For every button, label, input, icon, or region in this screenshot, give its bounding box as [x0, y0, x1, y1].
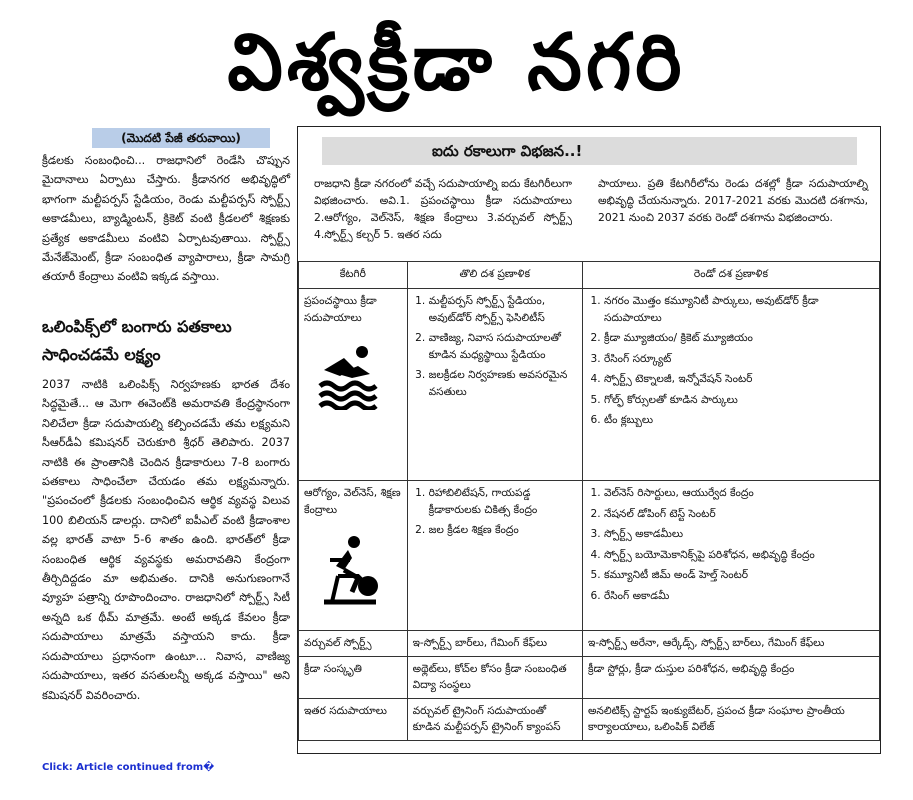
- continued-link[interactable]: Click: Article continued from�: [42, 762, 215, 773]
- phase1-cell: వర్చువల్ ట్రైనింగ్ సదుపాయంతో కూడిన మల్టీపర్పస్ ట్రైనింగ్ క్యాంపస్: [407, 698, 582, 740]
- list-item: 5. కమ్యూనిటీ జిమ్ అండ్ హెల్త్ సెంటర్: [604, 567, 874, 584]
- list-item: 1. మల్టీపర్పస్ స్పోర్ట్స్ స్టేడియం, అవుట్‌డోర్ స్పోర్ట్స్ ఫెసిలిటీస్: [429, 293, 577, 326]
- category-cell: క్రీడా సంస్కృతి: [299, 656, 408, 698]
- phase1-cell: [407, 289, 582, 481]
- list-item: 1. నగరం మొత్తం కమ్యూనిటీ పార్కులు, అవుట్‌డోర్ క్రీడా సదుపాయాలు: [604, 293, 874, 326]
- table-row: [299, 289, 880, 481]
- category-label: ప్రపంచస్థాయి క్రీడా సదుపాయాలు: [304, 295, 377, 324]
- box-heading: ఐదు రకాలుగా విభజన..!: [322, 137, 857, 165]
- subheading-line-1: ఒలింపిక్స్‌లో బంగారు పతకాలు: [42, 317, 232, 336]
- list-item: 1. రిహాబిలిటేషన్, గాయపడ్డ క్రీడాకారులకు చికిత్స కేంద్రం: [429, 485, 577, 518]
- list-item: 3. రేసింగ్ సర్క్యూట్: [604, 351, 874, 368]
- table-row: [299, 656, 880, 698]
- subheading-line-2: సాధించడమే లక్ష్యం: [42, 345, 161, 364]
- list-item: 2. జల క్రీడల శిక్షణ కేంద్రం: [429, 522, 577, 539]
- column-header-phase1: తొలి దశ ప్రణాళిక: [407, 262, 582, 289]
- category-cell: వర్చువల్ స్పోర్ట్స్: [299, 631, 408, 657]
- phase1-cell: ఇ-స్పోర్ట్స్ బార్‌లు, గేమింగ్ కేఫ్‌లు: [407, 631, 582, 657]
- list-item: 2. వాణిజ్య, నివాస సదుపాయాలతో కూడిన మధ్యస్థాయి స్టేడియం: [429, 330, 577, 363]
- article-paragraph-1: క్రీడలకు సంబంధించి... రాజధానిలో రెండేసి చొప్పున మైదానాలు ఏర్పాటు చేస్తారు. క్రీడానగర అభివృద్ధిలో భాగంగా మల్టీపర్పస్ స్టేడియం, రెండు మల్టీపర్పస్ స్పోర్ట్స్ అకాడమీలు, బ్యాడ్మింటన్, క్రికెట్ వంటి క్రీడలలో శిక్షణకు ప్రత్యేక అకాడమీలు వంటివి ఏర్పాటవుతాయి. స్పోర్ట్స్ మేనేజ్‌మెంట్, క్రీడా సంబంధిత వ్యాపారాలు, క్రీడా సామగ్రి తయారీ కేంద్రాలు వంటివి ఇక్కడ వస్తాయి.: [42, 154, 290, 284]
- column-header-category: కేటగిరీ: [299, 262, 408, 289]
- category-cell: [299, 289, 408, 481]
- column-header-phase2: రెండో దశ ప్రణాళిక: [582, 262, 879, 289]
- phase2-cell: క్రీడా స్టోర్లు, క్రీడా దుస్తుల పరిశోధన, అభివృద్ధి కేంద్రం: [582, 656, 879, 698]
- list-item: 6. టీం క్లబ్బులు: [604, 412, 874, 429]
- list-item: 4. స్పోర్ట్స్ బయోమెకానిక్స్‌పై పరిశోధన, అభివృద్ధి కేంద్రం: [604, 547, 874, 564]
- list-item: 4. స్పోర్ట్స్ టెక్నాలజీ, ఇన్నోవేషన్ సెంటర్: [604, 371, 874, 388]
- page-headline: విశ్వక్రీడా నగరి: [227, 18, 686, 108]
- phase2-cell: ఇ-స్పోర్ట్స్ అరేనా, ఆర్కేడ్స్, స్పోర్ట్స్ బార్‌లు, గేమింగ్ కేఫ్‌లు: [582, 631, 879, 657]
- plan-table: [298, 261, 880, 741]
- list-item: 5. గోల్ఫ్ కోర్సులతో కూడిన పార్కులు: [604, 392, 874, 409]
- list-item: 3. జలక్రీడల నిర్వహణకు అవసరమైన వసతులు: [429, 367, 577, 400]
- cyclist-icon: [318, 536, 402, 614]
- phase1-cell: అథ్లెట్‌లు, కోచ్‌ల కోసం క్రీడా సంబంధిత విద్యా సంస్థలు: [407, 656, 582, 698]
- list-item: 3. స్పోర్ట్స్ అకాడమీలు: [604, 526, 874, 543]
- list-item: 1. వెల్‌నెస్ రిసార్టులు, ఆయుర్వేద కేంద్రం: [604, 485, 874, 502]
- list-item: 2. క్రీడా మ్యూజియం/ క్రికెట్ మ్యూజియం: [604, 330, 874, 347]
- swimmer-icon: [318, 344, 402, 416]
- phase2-cell: [582, 481, 879, 631]
- table-row: [299, 481, 880, 631]
- phase2-cell: అనలిటిక్స్ స్టార్టప్ ఇంక్యుబేటర్, ప్రపంచ క్రీడా సంఘాల ప్రాంతీయ కార్యాలయాలు, ఒలింపిక్ విలేజ్: [582, 698, 879, 740]
- article-column-bottom: [42, 375, 290, 705]
- box-intro-right: పాయాలు. ప్రతి కేటగిరీలోను రెండు దశల్లో క్రీడా సదుపాయాల్ని అభివృద్ధి చేయనున్నారు. 2017-2021 వరకు మొదటి దశగాను, 2021 నుంచి 2037 వరకు రెండో దశగాను విభజించారు.: [598, 177, 868, 224]
- list-item: 6. రేసింగ్ అకాడమీ: [604, 588, 874, 605]
- table-row: [299, 698, 880, 740]
- table-header-row: [299, 262, 880, 289]
- continuation-tag: (మొదటి పేజీ తరువాయి): [92, 128, 270, 148]
- table-row: [299, 631, 880, 657]
- article-paragraph-2: 2037 నాటికి ఒలింపిక్స్ నిర్వహణకు భారత దేశం సిద్ధమైతే... ఆ మెగా ఈవెంట్‌కి అమరావతి కేంద్రస్థానంగా నిలిచేలా క్రీడా సదుపాయల్ని కల్పించడమే తమ లక్ష్యమని సీఆర్‌డీఏ కమిషనర్ చెరుకూరి శ్రీధర్ తెలిపారు. 2037 నాటికి ఈ ప్రాంతానికి చెందిన క్రీడాకారులు 7-8 బంగారు పతకాలు సాధించేలా చేయడం తమ లక్ష్యమన్నారు. "ప్రపంచంలో క్రీడలకు సంబంధించిన ఆర్థిక వ్యవస్థ విలువ 100 బిలియన్ డాలర్లు. దానిలో ఐపీఎల్ వంటి క్రీడాంశాల వల్ల భారత్ వాటా 5-6 శాతం ఉంది. భారత్‌లో క్రీడా సంబంధిత ఆర్థిక వ్యవస్థకు అమరావతిని కేంద్రంగా తీర్చిదిద్దడం మా అభిమతం. దానికి అనుగుణంగానే వ్యూహ పత్రాన్ని రూపొందించాం. రాజధానిలో స్పోర్ట్స్ సిటీ అన్నది ఒక థీమ్ మాత్రమే. అంటే అక్కడ కేవలం క్రీడా సదుపాయాలు మాత్రమే వస్తాయని కాదు. క్రీడా సదుపాయాలు ప్రధానంగా ఉంటూ... నివాస, వాణిజ్య సదుపాయాలు, ఇతర వసతులన్నీ అక్కడ వస్తాయి" అని కమిషనర్ వివరించారు.: [42, 378, 290, 702]
- category-cell: [299, 481, 408, 631]
- category-cell: ఇతర సదుపాయాలు: [299, 698, 408, 740]
- phase1-cell: [407, 481, 582, 631]
- box-intro-left: రాజధాని క్రీడా నగరంలో వచ్చే సదుపాయాల్ని ఐదు కేటగిరీలుగా విభజించారు. అవి.1. ప్రపంచస్థాయి క్రీడా సదుపాయాలు 2.ఆరోగ్యం, వెల్‌నెస్, శిక్షణ కేంద్రాలు 3.వర్చువల్ స్పోర్ట్స్ 4.స్పోర్ట్స్ కల్చర్ 5. ఇతర సదు: [314, 177, 572, 241]
- article-column-top: [42, 151, 290, 287]
- category-label: ఆరోగ్యం, వెల్‌నెస్, శిక్షణ కేంద్రాలు: [304, 487, 401, 516]
- list-item: 2. నేషనల్ డోపింగ్ టెస్ట్ సెంటర్: [604, 506, 874, 523]
- phase2-cell: [582, 289, 879, 481]
- info-box: [297, 126, 881, 754]
